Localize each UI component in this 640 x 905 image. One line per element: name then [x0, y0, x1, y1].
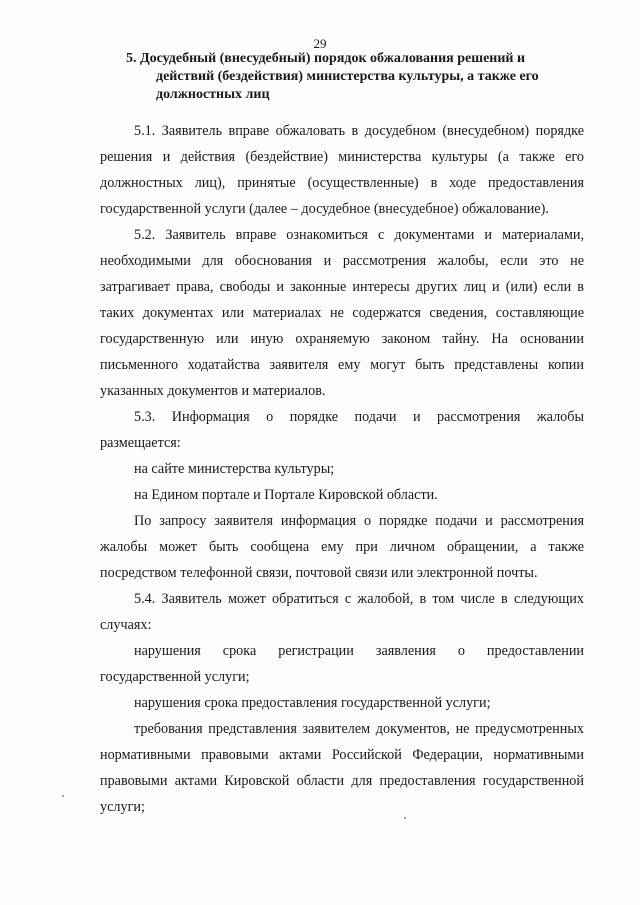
scan-speck	[404, 817, 406, 819]
text-line: государственной услуги;	[100, 669, 250, 685]
text-line: размещается:	[100, 435, 181, 451]
scan-speck	[62, 795, 64, 797]
text-line: услуги;	[100, 799, 145, 815]
text-line: нормативными правовыми актами Российской Федерации, нормативными	[100, 747, 584, 763]
text-line: государственную или иную охраняемую законом тайну. На основании	[100, 331, 584, 347]
text-line: государственной услуги (далее – досудебное (внесудебное) обжалование).	[100, 201, 549, 217]
text-line: на сайте министерства культуры;	[134, 461, 335, 477]
text-line: письменного ходатайства заявителя ему могут быть представлены копии	[100, 357, 584, 373]
text-line: на Едином портале и Портале Кировской области.	[134, 487, 438, 503]
page-number: 29	[313, 36, 327, 51]
heading-line-1: 5. Досудебный (внесудебный) порядок обжалования решений и	[126, 51, 526, 66]
text-line: нарушения срока предоставления государственной услуги;	[134, 695, 491, 711]
text-line: жалобы может быть сообщена ему при личном обращении, а также	[100, 539, 584, 555]
text-line: затрагивает права, свободы и законные интересы других лиц и (или) если в	[100, 279, 584, 295]
text-line: таких документах или материалах не содержатся сведения, составляющие	[100, 305, 584, 321]
heading-line-2: действий (бездействия) министерства культуры, а также его	[156, 69, 539, 84]
text-line: 5.1. Заявитель вправе обжаловать в досудебном (внесудебном) порядке	[134, 123, 584, 139]
text-line: правовыми актами Кировской области для предоставления государственной	[100, 773, 584, 789]
text-line: 5.4. Заявитель может обратиться с жалобой, в том числе в следующих	[134, 591, 584, 607]
text-line: случаях:	[100, 617, 152, 633]
section-heading	[126, 50, 586, 104]
text-line: необходимыми для обоснования и рассмотрения жалобы, если это не	[100, 253, 584, 269]
text-line: По запросу заявителя информация о порядке подачи и рассмотрения	[134, 513, 584, 529]
text-line: указанных документов и материалов.	[100, 383, 326, 399]
text-line: требования представления заявителем документов, не предусмотренных	[134, 721, 584, 737]
text-line: посредством телефонной связи, почтовой связи или электронной почты.	[100, 565, 538, 581]
text-line: решения и действия (бездействие) министерства культуры (а также его	[100, 149, 584, 165]
text-line: 5.2. Заявитель вправе ознакомиться с документами и материалами,	[134, 227, 584, 243]
text-line: должностных лиц), принятые (осуществленные) в ходе предоставления	[100, 175, 584, 191]
heading-line-3: должностных лиц	[156, 87, 270, 102]
text-line: 5.3. Информация о порядке подачи и рассмотрения жалобы	[134, 409, 584, 425]
text-line: нарушения срока регистрации заявления о предоставлении	[134, 643, 584, 659]
